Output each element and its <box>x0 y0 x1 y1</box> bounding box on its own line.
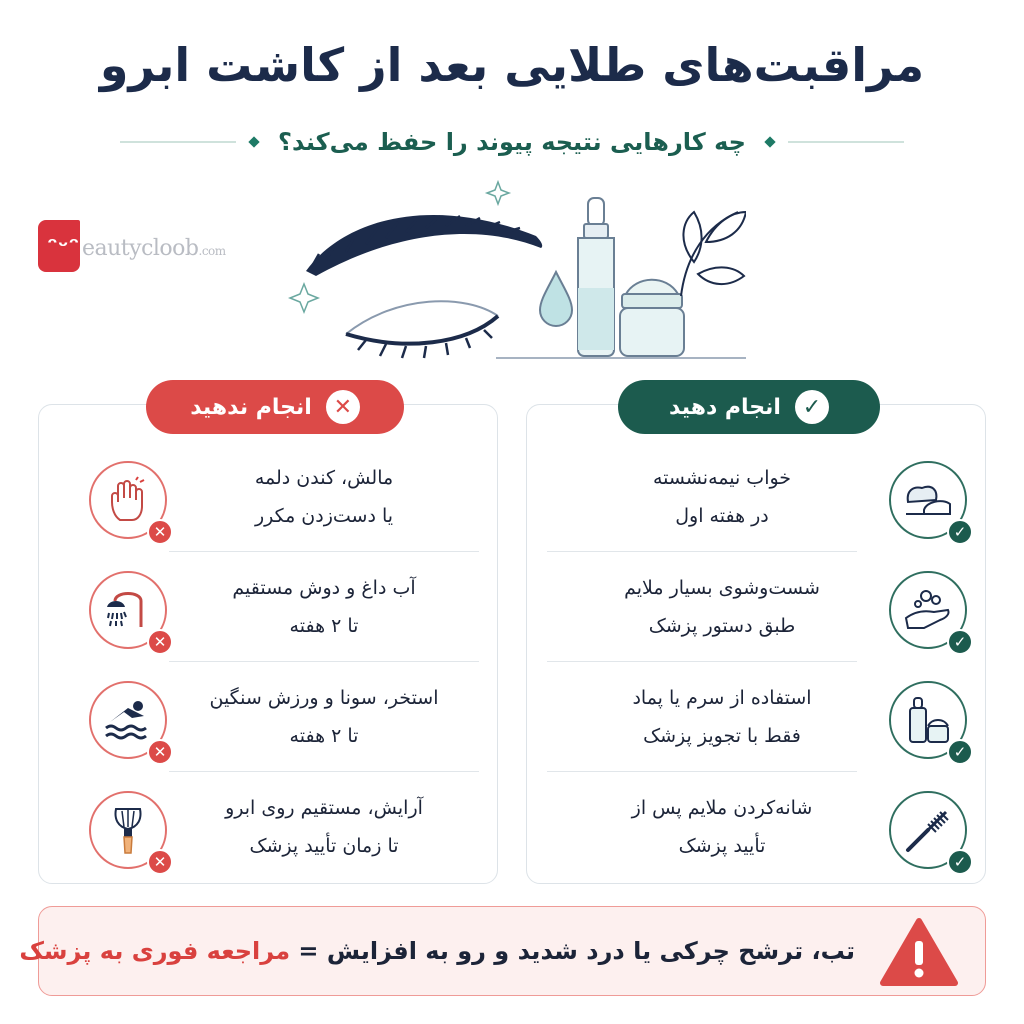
check-badge-icon: ✓ <box>947 739 973 765</box>
do-item <box>547 553 967 661</box>
item-line-1: استفاده از سرم یا پماد <box>632 687 812 709</box>
row-divider <box>169 551 479 552</box>
diamond-icon <box>764 136 775 147</box>
warning-highlight: مراجعه فوری به پزشک <box>19 937 291 965</box>
x-badge-icon: ✕ <box>147 849 173 875</box>
serum-bottle-icon <box>578 198 614 356</box>
row-divider <box>547 771 857 772</box>
row-divider <box>169 771 479 772</box>
closed-eye-icon <box>346 301 498 358</box>
droplet-icon <box>540 272 572 326</box>
divider-line <box>120 141 236 143</box>
hero-illustration <box>286 176 746 366</box>
x-badge-icon: ✕ <box>147 519 173 545</box>
subtitle-row <box>120 122 904 162</box>
item-line-2: تا زمان تأیید پزشک <box>249 835 399 857</box>
item-line-1: شست‌وشوی بسیار ملایم <box>624 577 820 599</box>
check-badge-icon: ✓ <box>947 519 973 545</box>
divider-line <box>788 141 904 143</box>
item-line-2: یا دست‌زدن مکرر <box>254 505 394 527</box>
sparkle-icon <box>290 182 509 312</box>
do-header-pill <box>618 380 880 434</box>
logo-wordmark: eautycloob.com <box>82 236 226 261</box>
item-line-1: شانه‌کردن ملایم پس از <box>631 797 813 819</box>
x-badge-icon: ✕ <box>147 629 173 655</box>
page-subtitle: چه کارهایی نتیجه پیوند را حفظ می‌کند؟ <box>278 128 746 156</box>
item-line-1: مالش، کندن دلمه <box>254 467 394 489</box>
dont-panel <box>38 404 498 884</box>
item-line-1: استخر، سونا و ورزش سنگین <box>209 687 439 709</box>
warning-banner <box>19 906 986 996</box>
dont-item <box>59 553 469 661</box>
item-line-1: آب داغ و دوش مستقیم <box>232 577 416 599</box>
warning-text: تب، ترشح چرکی یا درد شدید و رو به افزایش = <box>298 937 855 965</box>
row-divider <box>169 661 479 662</box>
item-line-1: آرایش، مستقیم روی ابرو <box>225 797 423 819</box>
do-header-label: انجام دهید <box>669 394 781 420</box>
warning-icon <box>879 917 959 987</box>
cream-jar-icon <box>620 280 684 356</box>
check-badge-icon: ✓ <box>947 629 973 655</box>
row-divider <box>547 661 857 662</box>
row-divider <box>547 551 857 552</box>
dont-item <box>59 773 469 881</box>
item-line-2: تأیید پزشک <box>678 835 766 857</box>
do-item <box>547 663 967 771</box>
eyebrow-icon <box>306 215 542 276</box>
x-icon: ✕ <box>326 390 360 424</box>
do-panel <box>526 404 986 884</box>
item-line-2: تا ۲ هفته <box>289 615 359 637</box>
x-badge-icon: ✕ <box>147 739 173 765</box>
do-item <box>547 443 967 551</box>
page-title: مراقبت‌های طلایی بعد از کاشت ابرو <box>99 38 925 92</box>
diamond-icon <box>248 136 259 147</box>
dont-item <box>59 663 469 771</box>
item-line-2: در هفته اول <box>675 505 769 527</box>
item-line-1: خواب نیمه‌نشسته <box>652 467 792 489</box>
dont-item <box>59 443 469 551</box>
logo-mark: ᵔᵕᵔ <box>38 220 80 272</box>
check-badge-icon: ✓ <box>947 849 973 875</box>
item-line-2: فقط با تجویز پزشک <box>643 725 801 747</box>
item-line-2: طبق دستور پزشک <box>648 615 796 637</box>
brand-logo <box>38 220 260 276</box>
check-icon: ✓ <box>795 390 829 424</box>
leaf-icon <box>681 212 746 296</box>
dont-header-label: انجام ندهید <box>190 394 312 420</box>
do-item <box>547 773 967 881</box>
item-line-2: تا ۲ هفته <box>289 725 359 747</box>
dont-header-pill <box>146 380 404 434</box>
